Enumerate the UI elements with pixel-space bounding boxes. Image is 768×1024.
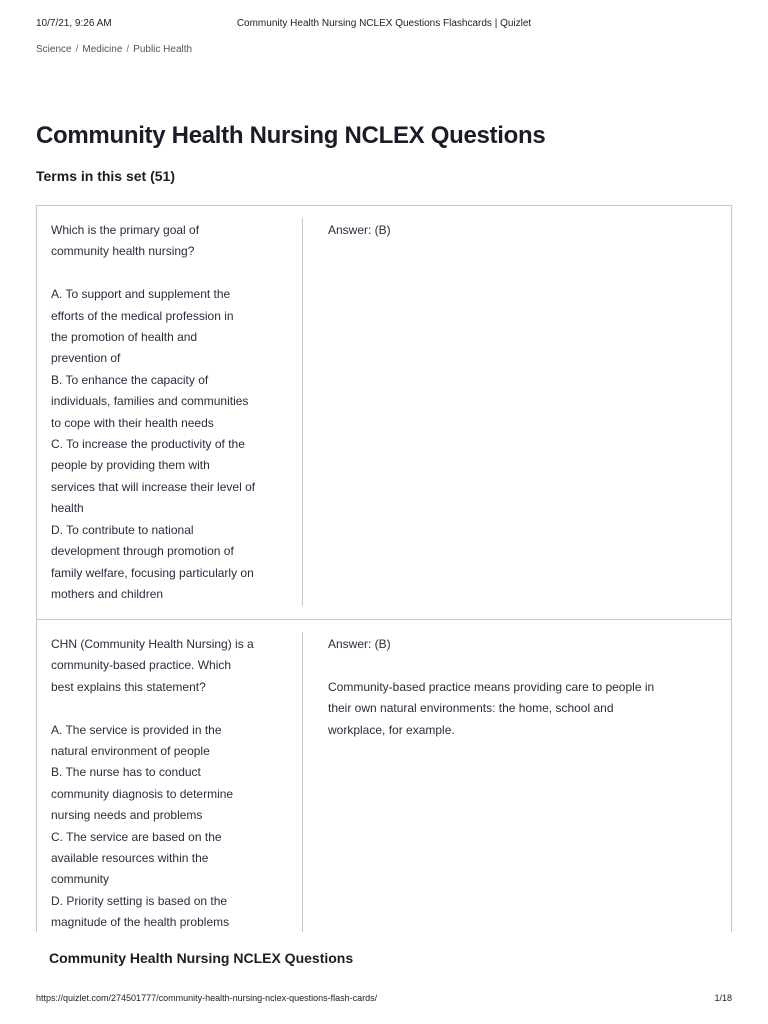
- page-title: Community Health Nursing NCLEX Questions: [36, 122, 546, 149]
- print-header: [36, 18, 732, 32]
- terms-list: [36, 205, 732, 932]
- breadcrumb: [36, 44, 192, 55]
- breadcrumb-separator: /: [75, 44, 79, 55]
- terms-heading: Terms in this set (51): [36, 168, 176, 184]
- print-doc-title: Community Health Nursing NCLEX Questions Flashcards | Quizlet: [236, 18, 532, 29]
- term-card[interactable]: [36, 619, 732, 932]
- print-page-number: 1/18: [714, 993, 732, 1003]
- definition-text: Answer: (B): [328, 223, 391, 237]
- footer-set-title: Community Health Nursing NCLEX Questions: [49, 950, 354, 966]
- print-url: https://quizlet.com/274501777/community-health-nursing-nclex-questions-flash-cards/: [36, 993, 378, 1003]
- term-text: CHN (Community Health Nursing) is a community-based practice. Which best explains this statement? A. The service is provided in the natural environment of people B. The nurse has to conduct community diagnosis to determine nursing needs and problems C. The service are based on the available resources within the community D. Priority setting is based on the magnitude of the health problems: [51, 637, 254, 930]
- term-text: Which is the primary goal of community health nursing? A. To support and supplement the efforts of the medical profession in the promotion of health and prevention of B. To enhance the capacity of individuals, families and communities to cope with their health needs C. To increase the productivity of the people by providing them with services that will increase their level of health D. To contribute to national development through promotion of family welfare, focusing particularly on mothers and children: [51, 223, 256, 601]
- term-card[interactable]: [36, 205, 732, 620]
- breadcrumb-separator: /: [126, 44, 130, 55]
- breadcrumb-item-public-health[interactable]: Public Health: [133, 44, 193, 55]
- breadcrumb-item-medicine[interactable]: Medicine: [82, 44, 123, 55]
- definition-text: Answer: (B) Community-based practice means providing care to people in their own natural environments: the home, school and workplace, for example.: [328, 637, 655, 737]
- breadcrumb-item-science[interactable]: Science: [36, 44, 72, 55]
- print-datetime: 10/7/21, 9:26 AM: [36, 18, 112, 29]
